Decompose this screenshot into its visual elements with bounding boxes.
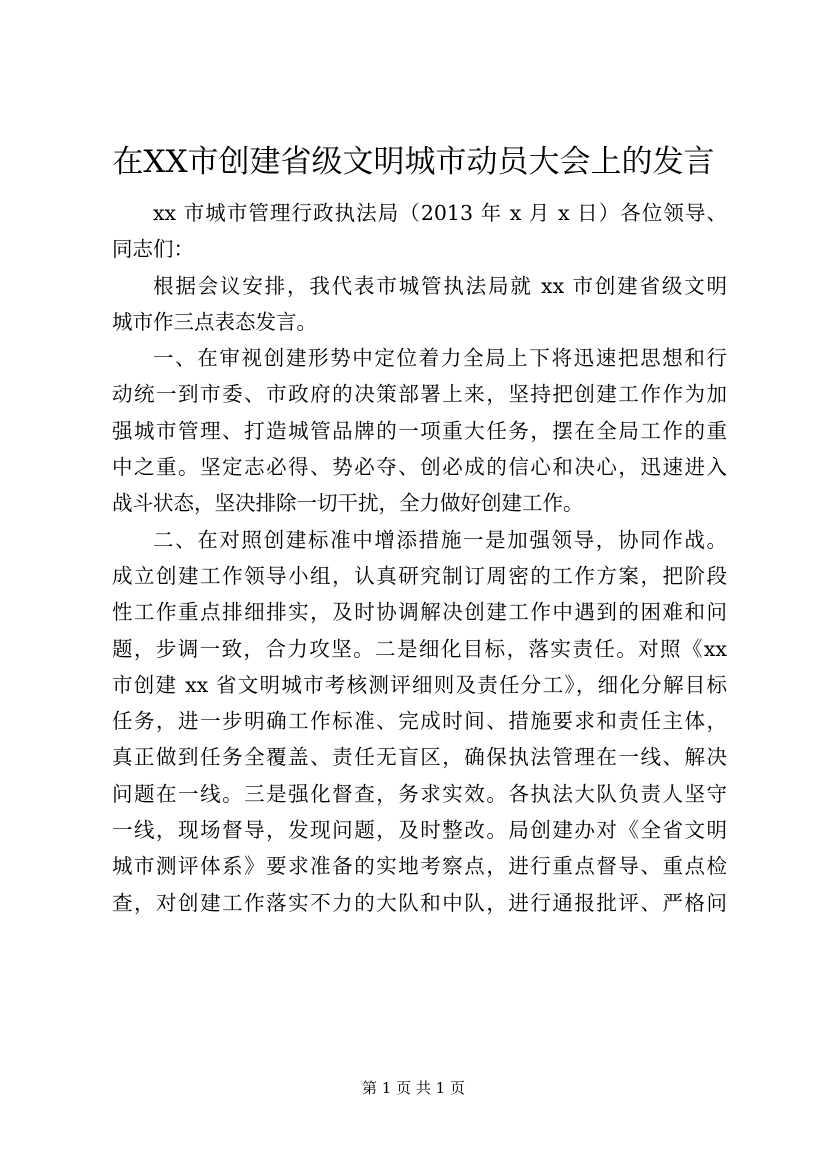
paragraph-line: 中之重。坚定志必得、势必夺、创必成的信心和决心，迅速进入: [112, 455, 727, 480]
paragraph-line: 性工作重点排细排实，及时协调解决创建工作中遇到的困难和问: [112, 600, 727, 625]
paragraph-line: 任务，进一步明确工作标准、完成时间、措施要求和责任主体，: [112, 709, 727, 734]
paragraph-line: 题，步调一致，合力攻坚。二是细化目标，落实责任。对照《xx: [112, 636, 727, 661]
paragraph-line: 真正做到任务全覆盖、责任无盲区，确保执法管理在一线、解决: [112, 745, 727, 770]
paragraph-line: 一线，现场督导，发现问题，及时整改。局创建办对《全省文明: [112, 818, 727, 843]
paragraph-line: 城市作三点表态发言。: [112, 309, 317, 334]
paragraph-line: 同志们：: [112, 237, 194, 262]
paragraph: [112, 340, 727, 521]
paragraph-line: 强城市管理、打造城管品牌的一项重大任务，摆在全局工作的重: [112, 418, 727, 443]
paragraph-line: 战斗状态，坚决排除一切干扰，全力做好创建工作。: [112, 491, 584, 516]
paragraph-line: 问题在一线。三是强化督查，务求实效。各执法大队负责人坚守: [112, 781, 727, 806]
paragraph-line: 成立创建工作领导小组，认真研究制订周密的工作方案，把阶段: [112, 563, 727, 588]
paragraph-line: 动统一到市委、市政府的决策部署上来，坚持把创建工作作为加: [112, 382, 727, 407]
paragraph: [112, 268, 727, 341]
document-body: [112, 195, 727, 921]
paragraph-line: 二、在对照创建标准中增添措施一是加强领导，协同作战。: [153, 527, 727, 552]
paragraph-line: 一、在审视创建形势中定位着力全局上下将迅速把思想和行: [153, 346, 727, 371]
paragraph-line: xx 市城市管理行政执法局（2013 年 x 月 x 日）各位领导、: [153, 201, 727, 225]
paragraph-line: 查，对创建工作落实不力的大队和中队，进行通报批评、严格问: [112, 890, 727, 915]
paragraph: [112, 195, 727, 268]
document-title: 在XX市创建省级文明城市动员大会上的发言: [112, 144, 715, 180]
paragraph-line: 根据会议安排，我代表市城管执法局就 xx 市创建省级文明: [153, 273, 727, 298]
paragraph: [112, 522, 727, 921]
page-footer: 第 1 页 共 1 页: [362, 1079, 465, 1097]
paragraph-line: 市创建 xx 省文明城市考核测评细则及责任分工》，细化分解目标: [112, 672, 727, 697]
paragraph-line: 城市测评体系》要求准备的实地考察点，进行重点督导、重点检: [112, 854, 727, 879]
